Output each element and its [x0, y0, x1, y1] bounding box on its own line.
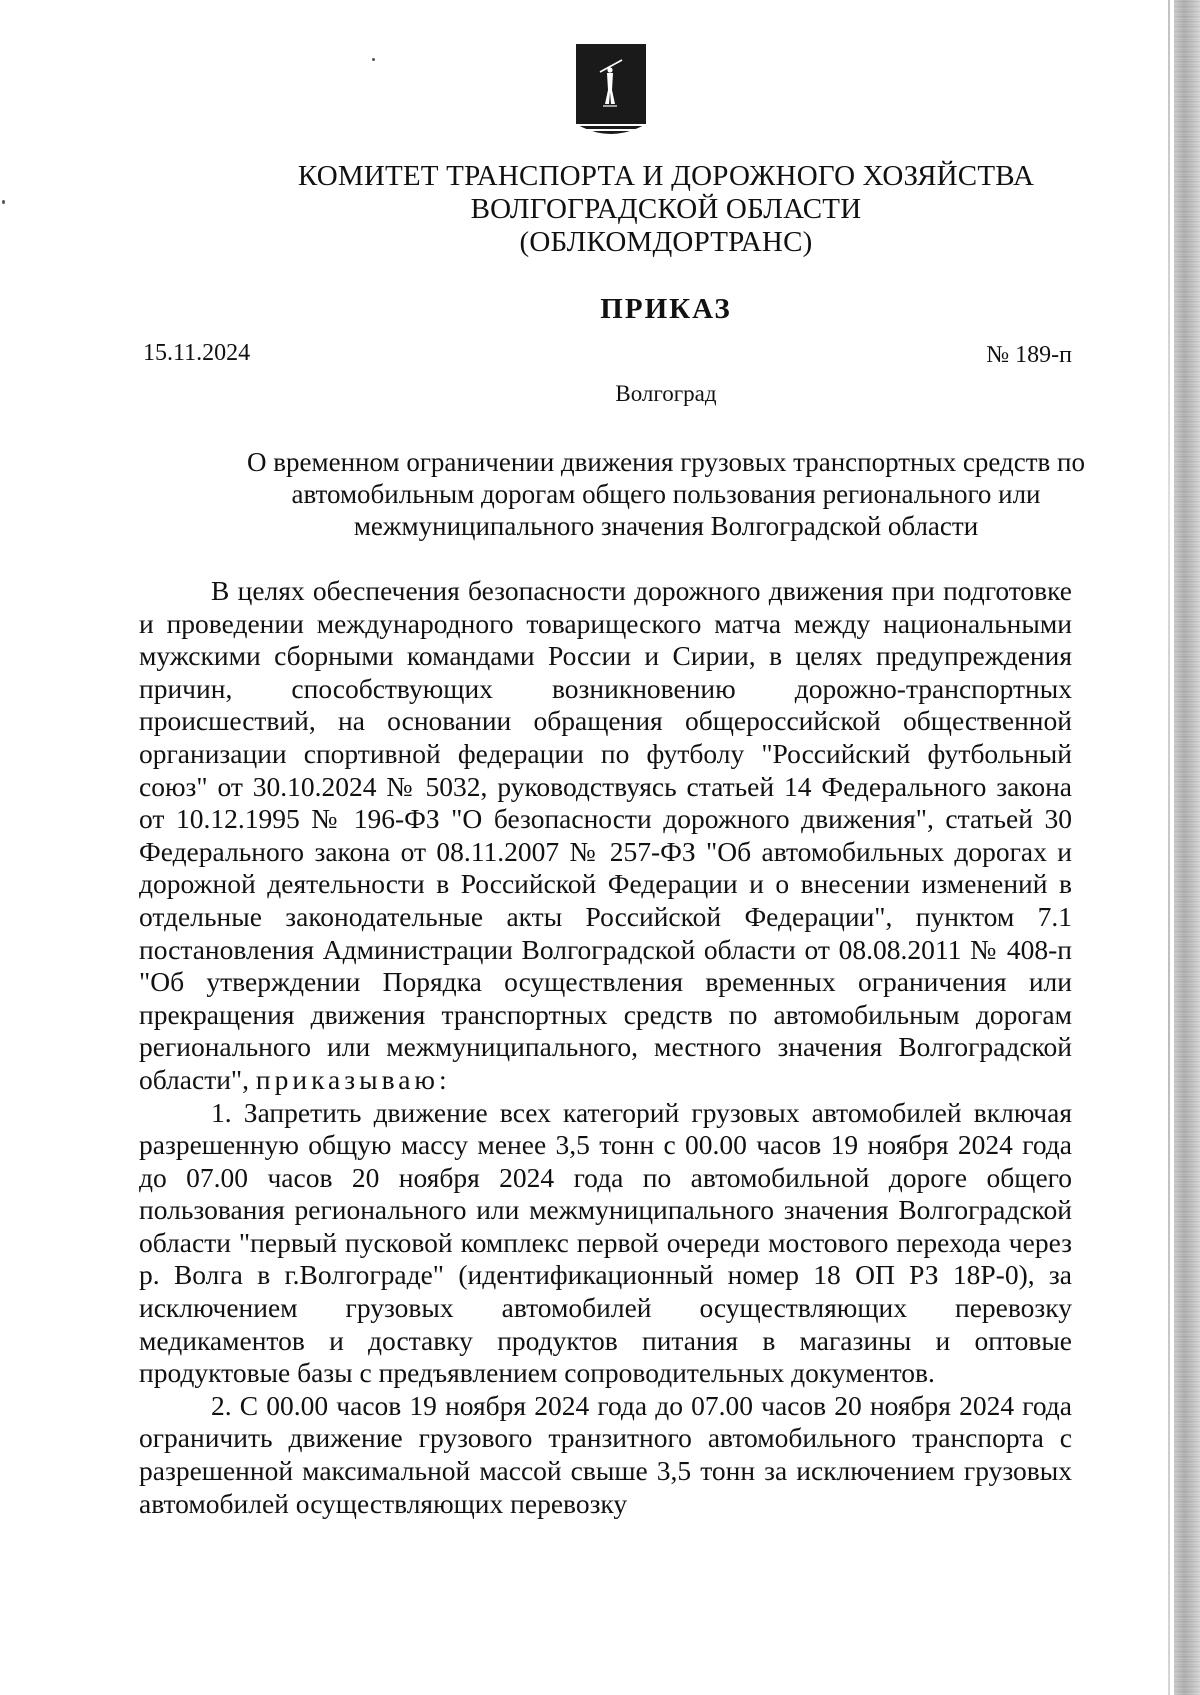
preamble-text: В целях обеспечения безопасности дорожного движения при подготовке и проведении международного товарищеского матча между национальными мужскими сборными командами России и Сирии, в целях предупреждения причин, способствующих возникновению дорожно-транспортных происшествий, на основании обращения общероссийской общественной организации спортивной федерации по футболу "Российский футбольный союз" от 30.10.2024 № 5032, руководствуясь статьей 14 Федерального закона от 10.12.1995 № 196-ФЗ "О безопасности дорожного движения", статьей 30 Федерального закона от 08.11.2007 № 257-ФЗ "Об автомобильных дорогах и дорожной деятельности в Российской Федерации и о внесении изменений в отдельные законодательные акты Российской Федерации", пунктом 7.1 постановления Администрации Волгоградской области от 08.08.2011 № 408-п "Об утверждении Порядка осуществления временных ограничения или прекращения движения транспортных средств по автомобильным дорогам регионального или межмуниципального, местного значения Волгоградской области",	[139, 575, 1072, 1095]
document-type: ПРИКАЗ	[600, 293, 732, 325]
coat-of-arms-emblem	[576, 44, 646, 142]
header-line: (ОБЛКОМДОРТРАНС)	[519, 226, 813, 258]
order-subject	[130, 446, 1200, 542]
scan-speck	[372, 58, 375, 61]
order-item-1: 1. Запретить движение всех категорий грузовых автомобилей включая разрешенную общую массу менее 3,5 тонн с 00.00 часов 19 ноября 2024 года до 07.00 часов 20 ноября 2024 года по автомобильной дороге общего пользования регионального или межмуниципального значения Волгоградской области "первый пусковой комплекс первой очереди мостового перехода через р. Волга в г.Волгограде" (идентификационный номер 18 ОП РЗ 18Р-0), за исключением грузовых автомобилей осуществляющих перевозку медикаментов и доставку продуктов питания в магазины и оптовые продуктовые базы с предъявлением сопроводительных документов.	[139, 1096, 1072, 1389]
subject-line: О временном ограничении движения грузовых транспортных средств по	[247, 447, 1085, 477]
preamble-paragraph	[139, 575, 1072, 1097]
subject-line: межмуниципального значения Волгоградской области	[353, 511, 979, 541]
subject-line: автомобильным дорогам общего пользования регионального или	[291, 479, 1041, 509]
header-line: КОМИТЕТ ТРАНСПОРТА И ДОРОЖНОГО ХОЗЯЙСТВА	[297, 160, 1035, 192]
header-line: ВОЛГОГРАДСКОЙ ОБЛАСТИ	[470, 193, 862, 225]
order-body	[139, 575, 1072, 1520]
order-word: приказываю:	[255, 1063, 451, 1095]
order-city: Волгоград	[615, 381, 717, 406]
order-date: 15.11.2024	[143, 340, 251, 366]
order-item-2: 2. С 00.00 часов 19 ноября 2024 года до 07.00 часов 20 ноября 2024 года ограничить движение грузового транзитного автомобильного транспорта с разрешенной максимальной массой свыше 3,5 тонн за исключением грузовых автомобилей осуществляющих перевозку	[139, 1389, 1072, 1519]
scan-speck	[2, 200, 5, 204]
order-number: № 189-п	[986, 342, 1072, 368]
organization-header	[130, 160, 1200, 259]
